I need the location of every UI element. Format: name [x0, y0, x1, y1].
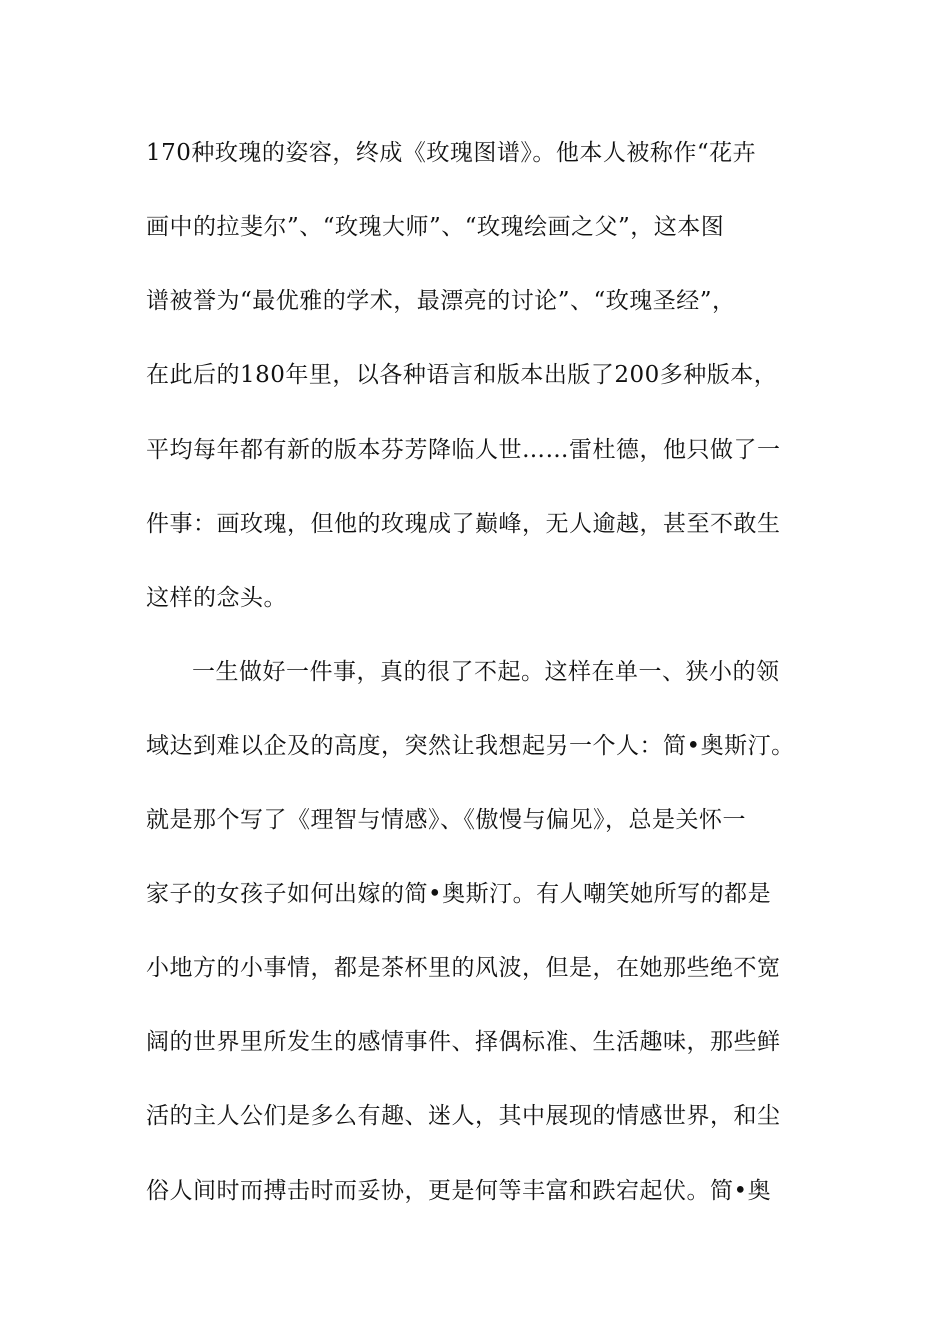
text-line: 这样的念头。: [146, 585, 287, 611]
text-line: 在此后的180年里，以各种语言和版本出版了200多种版本，: [146, 362, 778, 388]
text-line: 阔的世界里所发生的感情事件、择偶标准、生活趣味，那些鲜: [146, 1029, 781, 1055]
text-line: 小地方的小事情，都是茶杯里的风波，但是，在她那些绝不宽: [146, 955, 781, 981]
text-line: 就是那个写了《理智与情感》、《傲慢与偏见》，总是关怀一: [146, 807, 746, 833]
text-line: 家子的女孩子如何出嫁的简•奥斯汀。有人嘲笑她所写的都是: [146, 881, 772, 907]
text-line: 谱被誉为“最优雅的学术，最漂亮的讨论”、“玫瑰圣经”，: [146, 288, 736, 314]
text-line: 俗人间时而搏击时而妥协，更是何等丰富和跌宕起伏。简•奥: [146, 1178, 772, 1204]
text-line: 平均每年都有新的版本芬芳降临人世……雷杜德，他只做了一: [146, 437, 781, 463]
text-line: 170种玫瑰的姿容，终成《玫瑰图谱》。他本人被称作“花卉: [146, 140, 757, 166]
text-line: 画中的拉斐尔”、“玫瑰大师”、“玫瑰绘画之父”，这本图: [146, 214, 725, 240]
text-line-indented: 一生做好一件事，真的很了不起。这样在单一、狭小的领: [192, 659, 780, 685]
text-line: 件事：画玫瑰，但他的玫瑰成了巅峰，无人逾越，甚至不敢生: [146, 511, 781, 537]
text-line: 域达到难以企及的高度，突然让我想起另一个人：简•奥斯汀。: [146, 733, 795, 759]
text-line: 活的主人公们是多么有趣、迷人，其中展现的情感世界，和尘: [146, 1103, 781, 1129]
